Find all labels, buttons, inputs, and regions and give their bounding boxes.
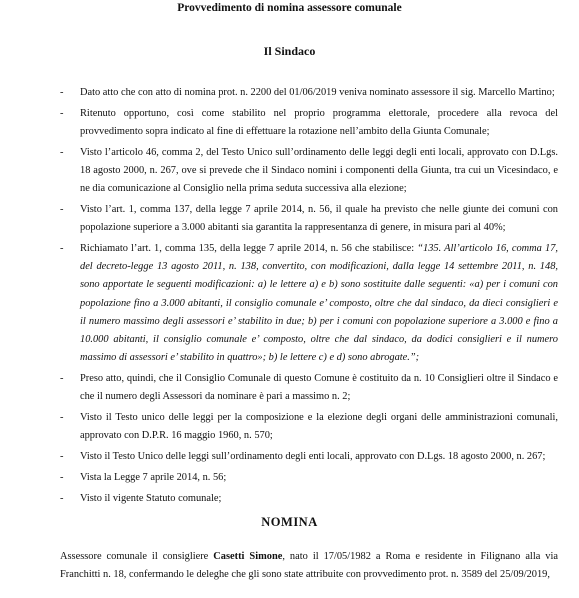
list-item-text: Visto l’articolo 46, comma 2, del Testo Unico sull’ordinamento delle leggi degli enti locali, approvato con D.Lgs. 18 agosto 2000, n. 267, ove si prevede che il Sindaco nomini i componenti della Giunta, tra cui un Vicesindaco, e ne dia comunicazione al Consiglio nella prima seduta successiva alla elezione; bbox=[80, 146, 558, 195]
appointment-paragraph bbox=[60, 548, 558, 584]
list-bullet: - bbox=[60, 243, 64, 254]
list-bullet: - bbox=[60, 107, 64, 119]
document-title: Provvedimento di nomina assessore comunale bbox=[177, 2, 402, 14]
list-item bbox=[60, 144, 558, 199]
nomina-heading: NOMINA bbox=[261, 515, 318, 529]
list-item bbox=[60, 409, 558, 445]
list-bullet: - bbox=[60, 204, 64, 215]
premises-list bbox=[60, 84, 558, 510]
list-bullet: - bbox=[60, 451, 64, 463]
appointment-text-pre: Assessore comunale il consigliere bbox=[60, 551, 214, 562]
list-bullet: - bbox=[60, 412, 64, 424]
list-item-text: Visto il Testo Unico delle leggi sull’ordinamento degli enti locali, approvato con D.Lgs. 18 agosto 2000, n. 267; bbox=[80, 451, 546, 463]
list-bullet: - bbox=[60, 373, 64, 385]
document-subtitle: Il Sindaco bbox=[263, 44, 316, 58]
appointment-text-post: , nato il 17/05/1982 a Roma e residente in Filignano alla via Franchitti n. 18, confermando le deleghe che gli sono state attribuite con provvedimento prot. n. 3589 del 25/09/2019, bbox=[60, 551, 558, 581]
list-bullet: - bbox=[60, 492, 64, 504]
list-item-text: Preso atto, quindi, che il Consiglio Comunale di questo Comune è costituito da n. 10 Consiglieri oltre il Sindaco e che il numero degli Assessori da nominare è pari a massimo n. 2; bbox=[80, 373, 558, 403]
list-item bbox=[60, 448, 558, 466]
list-bullet: - bbox=[60, 471, 64, 483]
appointee-name: Casetti Simone bbox=[213, 551, 283, 562]
quoted-law-text: “135. All’articolo 16, comma 17, del decreto-legge 13 agosto 2011, n. 138, convertito, con modificazioni, dalla legge 14 settembre 2011, n. 148, sono apportate le seguenti modificazioni: a) le lettere a) e b) sono sostituite dalle seguenti: «a) per i comuni con popolazione fino a 3.000 abitanti, il consiglio comunale e’ composto, oltre che dal sindaco, da dieci consiglieri e il numero massimo degli assessori e’ stabilito in due; b) per i comuni con popolazione superiore a 3.000 e fino a 10.000 abitanti, il consiglio comunale e’ composto, oltre che dal sindaco, da dodici consiglieri e il numero massimo di assessori e’ stabilito in quattro»; b) le lettere c) e d) sono abrogate.”; bbox=[80, 243, 558, 364]
list-item-text: Visto il Testo unico delle leggi per la composizione e la elezione degli organi delle amministrazioni comunali, approvato con D.P.R. 16 maggio 1960, n. 570; bbox=[80, 412, 558, 442]
list-item bbox=[60, 201, 558, 237]
list-item bbox=[60, 105, 558, 141]
list-item bbox=[60, 469, 558, 487]
list-item-text: Vista la Legge 7 aprile 2014, n. 56; bbox=[80, 471, 227, 483]
list-bullet: - bbox=[60, 87, 64, 98]
list-item-text: Visto l’art. 1, comma 137, della legge 7 aprile 2014, n. 56, il quale ha previsto che nelle giunte dei comuni con popolazione superiore a 3.000 abitanti sia garantita la rappresentanza di genere, in misura pari al 40%; bbox=[80, 204, 558, 234]
list-item bbox=[60, 370, 558, 406]
list-item bbox=[60, 84, 558, 102]
list-item-text: Ritenuto opportuno, così come stabilito nel proprio programma elettorale, procedere alla revoca del provvedimento sopra indicato al fine di effettuare la rotazione nell’ambito della Giunta Comunale; bbox=[80, 107, 558, 137]
list-item bbox=[60, 240, 558, 367]
list-bullet: - bbox=[60, 146, 64, 158]
list-item bbox=[60, 490, 558, 508]
list-item-text: Dato atto che con atto di nomina prot. n. 2200 del 01/06/2019 veniva nominato assessore il sig. Marcello Martino; bbox=[80, 87, 555, 98]
list-item-text: Richiamato l’art. 1, comma 135, della legge 7 aprile 2014, n. 56 che stabilisce: bbox=[80, 243, 418, 254]
list-item-text: Visto il vigente Statuto comunale; bbox=[80, 492, 222, 504]
